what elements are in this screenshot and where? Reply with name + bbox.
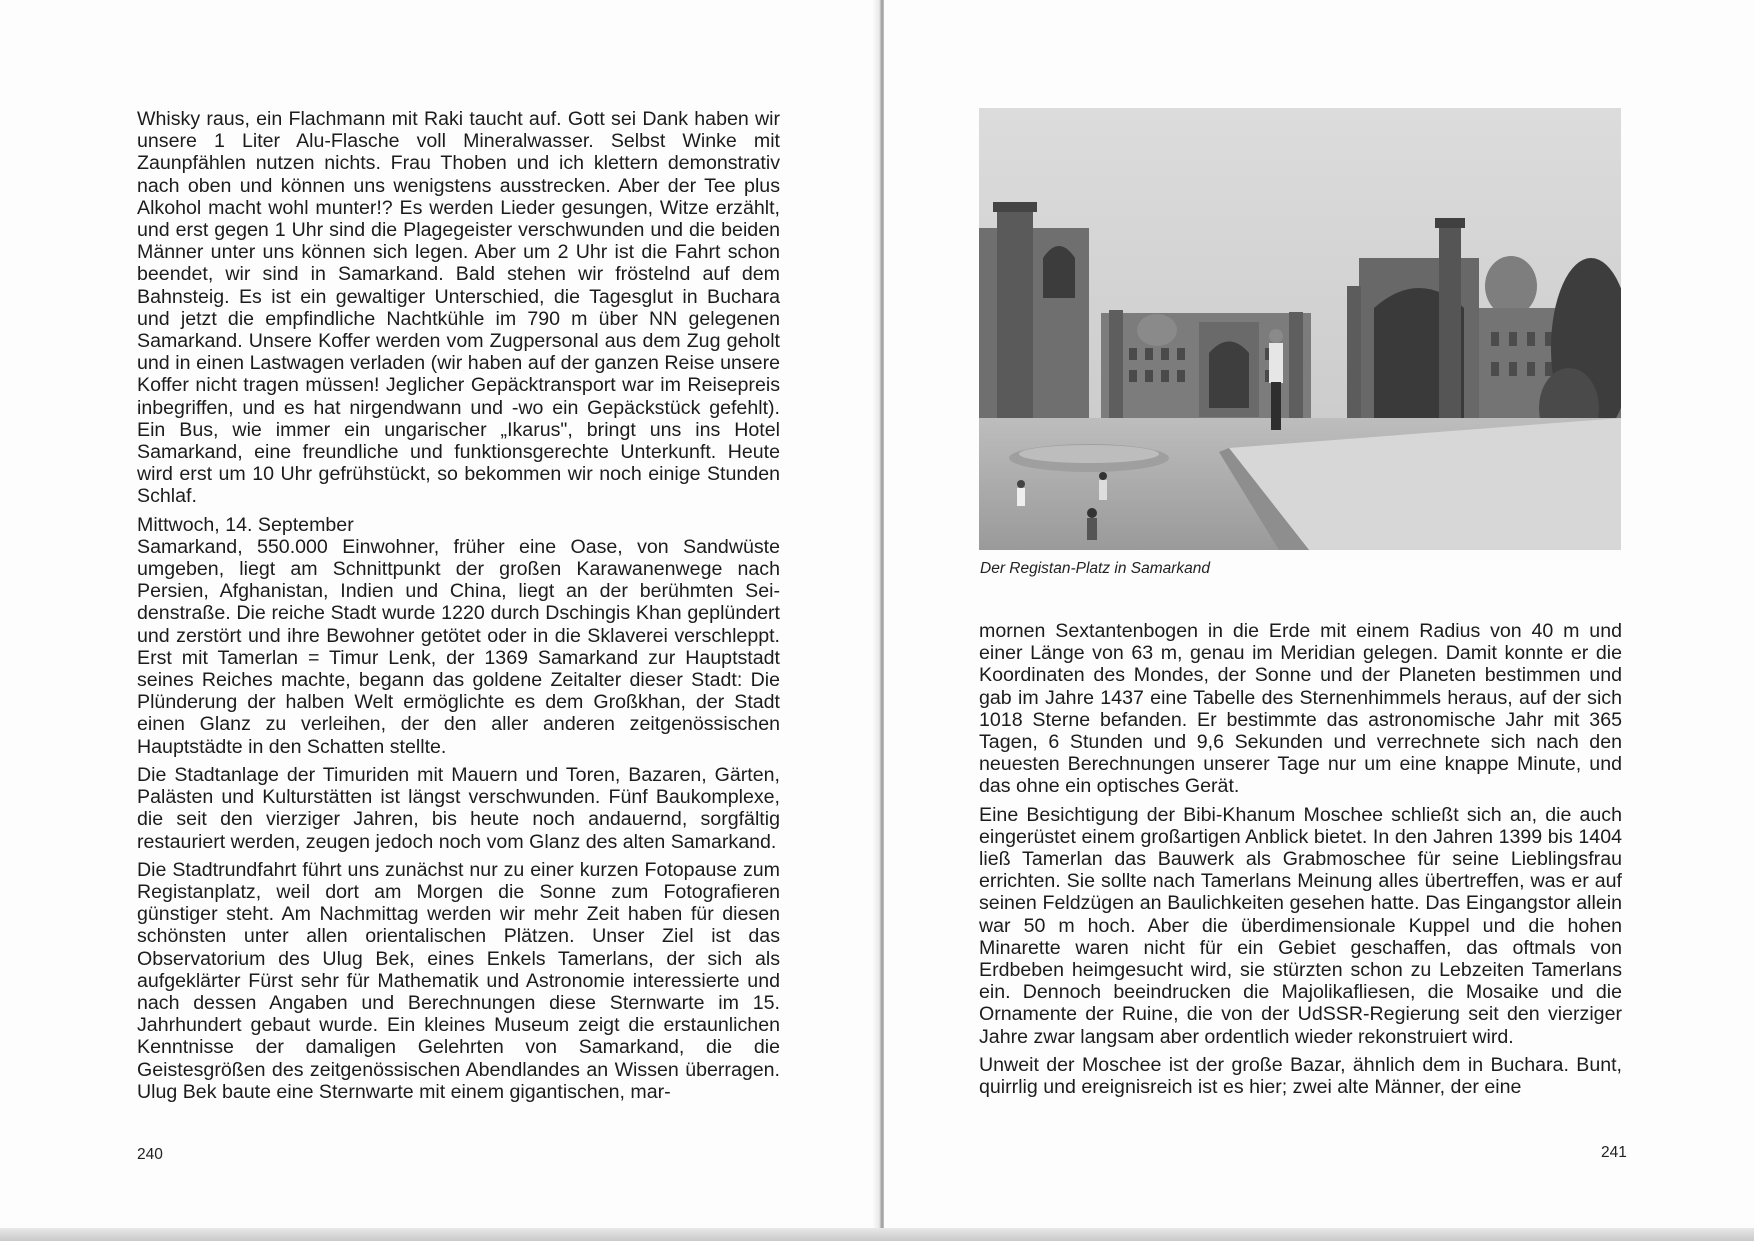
photo-caption: Der Registan-Platz in Samarkand [980,560,1211,577]
left-text-column [137,108,780,1109]
paragraph: Samarkand, 550.000 Einwohner, früher eine Oase, von Sandwüste umgeben, liegt am Schnittpunkt der großen Karawanenwege nach Persien, Afghanistan, Indien und China, liegt an der berühmten Seidenstraße. Die reiche Stadt wurde 1220 durch Dschingis Khan geplündert und zerstört und ihre Bewohner getötet oder in die Sklaverei verschleppt. Erst mit Tamerlan = Timur Lenk, der 1369 Samarkand zur Hauptstadt seines Reiches machte, begann das goldene Zeitalter dieser Stadt: Die Plünderung der halben Welt ermöglichte es dem Großkhan, der Stadt einen Glanz zu verleihen, der den aller anderen zeitgenössischen Hauptstädte in den Schatten stellte. [137,535,780,758]
paragraph: Die Stadtanlage der Timuriden mit Mauern und Toren, Bazaren, Gärten, Palästen und Kulturstätten ist längst verschwunden. Fünf Baukomplexe, die seit den vierziger Jahren, bis heute noch andauernd, sorgfältig restauriert werden, zeugen jedoch noch vom Glanz des alten Samarkand. [137,763,780,853]
left-page [0,0,880,1228]
paragraph: Whisky raus, ein Flachmann mit Raki taucht auf. Gott sei Dank haben wir unsere 1 Liter Alu-Flasche voll Mineralwasser. Selbst Winke mit Zaunpfählen nutzen nichts. Frau Thoben und ich klettern demonstrativ nach oben und können uns wenigstens ausstrecken. Aber der Tee plus Alkohol macht wohl munter!? Es werden Lieder gesungen, Witze erzählt, und erst gegen 1 Uhr sind die Plagegeister verschwunden und die beiden Männer unter uns können sich legen. Aber um 2 Uhr ist die Fahrt schon beendet, wir sind in Samarkand. Bald stehen wir fröstelnd auf dem Bahnsteig. Es ist ein gewaltiger Unterschied, die Tagesglut in Buchara und jetzt die empfindliche Nachtkühle im 790 m über NN gelegenen Samarkand. Unsere Koffer werden vom Zugpersonal aus dem Zug geholt und in einen Lastwagen verladen (wir haben auf der ganzen Reise unsere Koffer nicht tragen müssen! Jeglicher Gepäcktransport war im Reisepreis inbegriffen, und es hat nirgendwann und -wo ein Gepäckstück gefehlt). Ein Bus, wie immer ein ungarischer „Ikarus", bringt uns ins Hotel Samarkand, eine freundliche und funktionsgerechte Unterkunft. Heute wird erst um 10 Uhr gefrühstückt, so bekommen wir noch einige Stunden Schlaf. [137,108,780,508]
paragraph: mornen Sextantenbogen in die Erde mit einem Radius von 40 m und einer Länge von 63 m, genau im Meridian gelegen. Damit konnte er die Koordinaten des Mondes, der Sonne und der Planeten bestimmen und gab im Jahre 1437 eine Tabelle des Sternenhimmels heraus, auf der sich 1018 Sterne befanden. Er bestimmte das astronomische Jahr mit 365 Tagen, 6 Stunden und 9,6 Sekunden und verrechnete sich nach den neuesten Berechnungen unserer Tage nur um eine knappe Minute, und das ohne ein optisches Gerät. [979,620,1622,798]
page-number-left: 240 [137,1146,163,1163]
day-heading: Mittwoch, 14. September [137,513,354,536]
paragraph: Unweit der Moschee ist der große Bazar, ähnlich dem in Buchara. Bunt, quirrlig und ereignisreich ist es hier; zwei alte Männer, der eine [979,1053,1622,1099]
registan-photo [979,108,1621,550]
page-bottom-edge [0,1228,1754,1241]
right-text-column [979,620,1622,1104]
paragraph: Eine Besichtigung der Bibi-Khanum Moschee schließt sich an, die auch eingerüstet einem großartigen Anblick bietet. In den Jahren 1399 bis 1404 ließ Tamerlan das Bauwerk als Grabmoschee für seine Lieblingsfrau errichten. Sie sollte nach Tamerlans Meinung alles übertreffen, was er auf seinen Feldzügen an Baulichkeiten gesehen hatte. Das Eingangstor allein war 50 m hoch. Aber die überdimensionale Kuppel und die hohen Minarette waren nicht für ein Gebiet geschaffen, das oftmals von Erdbeben heimgesucht wird, sie stürzten schon zu Lebzeiten Tamerlans ein. Dennoch beeindrucken die Majolikafliesen, die Mosaike und die Ornamente der Ruine, die von der UdSSR-Regierung seit den vierziger Jahre zwar langsam aber ordentlich wieder rekonstruiert wird. [979,803,1622,1048]
page-number-right: 241 [1601,1144,1627,1161]
paragraph: Die Stadtrundfahrt führt uns zunächst nur zu einer kurzen Fotopause zum Registanplatz, weil dort am Morgen die Sonne zum Fotografieren günstiger steht. Am Nachmittag werden wir mehr Zeit haben für diesen schönsten unter allen orientalischen Plätzen. Unser Ziel ist das Observatorium des Ulug Bek, eines Enkels Tamerlans, der sich als aufgeklärter Fürst sehr für Mathematik und Astronomie interessierte und nach dessen Angaben und Berechnungen diese Sternwarte im 15. Jahrhundert gebaut wurde. Ein kleines Museum zeigt die erstaunlichen Kenntnisse der damaligen Gelehrten von Samarkand, die die Geistesgrößen des zeitgenössischen Abendlandes an Wissen überragen. Ulug Bek baute eine Sternwarte mit einem gigantischen, mar- [137,858,780,1103]
